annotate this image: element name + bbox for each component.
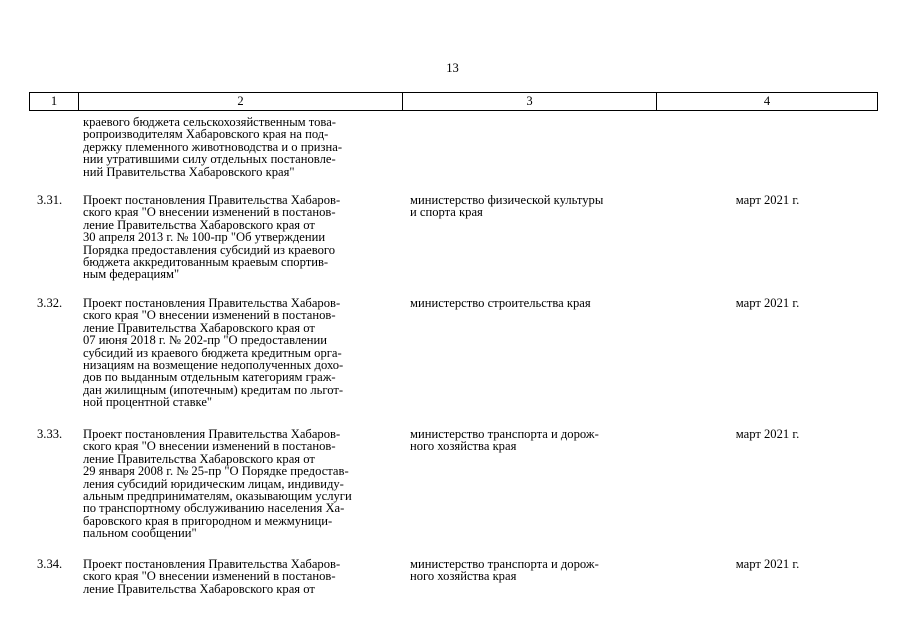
row-date: март 2021 г. [735, 557, 800, 571]
row-description [83, 297, 403, 409]
description-line: 07 июня 2018 г. № 202-пр "О предоставлении [83, 333, 327, 348]
description-line: дов по выданным отдельным категориям граж- [83, 370, 336, 385]
description-line: ропроизводителям Хабаровского края на под- [83, 127, 329, 142]
column-header-3: 3 [403, 93, 657, 111]
row-description [83, 116, 403, 178]
column-header-row [30, 93, 878, 111]
description-line: ления субсидий юридическим лицам, индивиду- [83, 476, 344, 491]
department-line: ного хозяйства края [410, 569, 517, 584]
department-line: министерство транспорта и дорож- [410, 557, 599, 571]
department-line: и спорта края [410, 205, 483, 220]
page-number: 13 [446, 61, 459, 75]
description-line: альным предпринимателям, оказывающим услуги [83, 489, 352, 504]
row-date: март 2021 г. [735, 296, 800, 310]
description-line: бюджета аккредитованным краевым спортив- [83, 255, 329, 270]
description-line: ний Правительства Хабаровского края" [83, 164, 295, 179]
description-line: ского края "О внесении изменений в постанов- [83, 439, 336, 454]
row-department [410, 194, 655, 219]
row-number: 3.34. [37, 557, 63, 571]
description-line: Порядка предоставления субсидий из краевого [83, 242, 336, 257]
description-line: ление Правительства Хабаровского края от [83, 451, 315, 466]
description-line: ского края "О внесении изменений в постанов- [83, 569, 336, 584]
description-line: по транспортному обслуживанию населения Ха- [83, 501, 345, 516]
description-line: субсидий из краевого бюджета кредитным орга- [83, 345, 342, 360]
column-header-2: 2 [79, 93, 403, 111]
description-line: Проект постановления Правительства Хабаров- [83, 427, 341, 441]
department-line: министерство строительства края [410, 296, 591, 310]
row-number: 3.32. [37, 296, 63, 310]
row-department [410, 297, 655, 309]
row-description [83, 194, 403, 281]
description-line: пальном сообщении" [83, 526, 197, 541]
row-date: март 2021 г. [735, 193, 800, 207]
description-line: краевого бюджета сельскохозяйственным това- [83, 115, 336, 129]
description-line: ление Правительства Хабаровского края от [83, 581, 315, 596]
description-line: 30 апреля 2013 г. № 100-пр "Об утверждении [83, 230, 326, 245]
description-line: дан жилищным (ипотечным) кредитам по льгот- [83, 382, 344, 397]
description-line: нии утратившими силу отдельных постановле- [83, 152, 336, 167]
description-line: Проект постановления Правительства Хабаров- [83, 296, 341, 310]
description-line: ной процентной ставке" [83, 395, 213, 410]
row-description [83, 558, 403, 595]
row-date: март 2021 г. [735, 427, 800, 441]
department-line: министерство физической культуры [410, 193, 604, 207]
description-line: Проект постановления Правительства Хабаров- [83, 193, 341, 207]
column-header-table [29, 92, 878, 111]
row-department [410, 558, 655, 583]
row-department [410, 428, 655, 453]
department-line: министерство транспорта и дорож- [410, 427, 599, 441]
description-line: ление Правительства Хабаровского края от [83, 217, 315, 232]
description-line: баровского края в пригородном и межмуници- [83, 513, 333, 528]
description-line: ным федерациям" [83, 267, 180, 282]
row-description [83, 428, 403, 540]
row-number: 3.33. [37, 427, 63, 441]
description-line: Проект постановления Правительства Хабаров- [83, 557, 341, 571]
department-line: ного хозяйства края [410, 439, 517, 454]
description-line: низациям на возмещение недополученных дохо- [83, 358, 344, 373]
description-line: держку племенного животноводства и о призна- [83, 139, 343, 154]
description-line: ского края "О внесении изменений в постанов- [83, 308, 336, 323]
column-header-4: 4 [657, 93, 878, 111]
description-line: 29 января 2008 г. № 25-пр "О Порядке предостав- [83, 464, 349, 479]
description-line: ского края "О внесении изменений в постанов- [83, 205, 336, 220]
row-number: 3.31. [37, 193, 63, 207]
description-line: ление Правительства Хабаровского края от [83, 320, 315, 335]
column-header-1: 1 [30, 93, 79, 111]
